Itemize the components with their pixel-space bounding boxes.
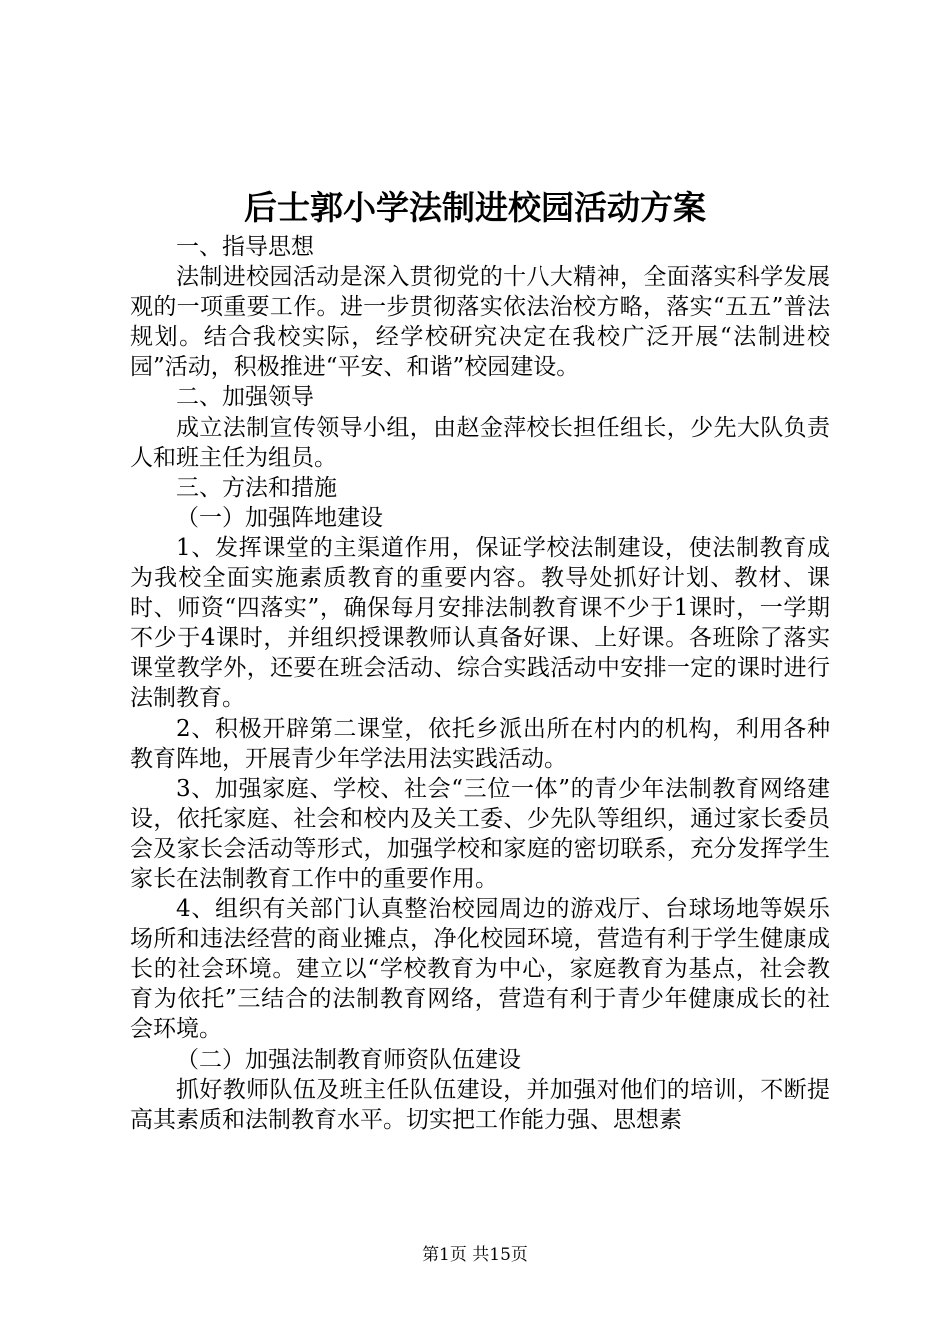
heading-leadership: 二、加强领导 xyxy=(176,384,314,411)
paragraph-teacher-building: 抓好教师队伍及班主任队伍建设，并加强对他们的培训，不断提高其素质和法制教育水平。切实把工作能力强、思想素 xyxy=(130,1076,830,1133)
subheading-teacher-building: （二）加强法制教育师资队伍建设 xyxy=(176,1046,521,1073)
paragraph-guiding-thought: 法制进校园活动是深入贯彻党的十八大精神，全面落实科学发展观的一项重要工作。进一步贯彻落实依法治校方略，落实“五五”普法规划。结合我校实际，经学校研究决定在我校广泛开展“法制进校园”活动，积极推进“平安、和谐”校园建设。 xyxy=(130,264,830,381)
page-number-footer: 第1页 共15页 xyxy=(422,1245,528,1265)
paragraph-item-1: 1、发挥课堂的主渠道作用，保证学校法制建设，使法制教育成为我校全面实施素质教育的重要内容。教导处抓好计划、教材、课时、师资“四落实”，确保每月安排法制教育课不少于1课时，一学期不少于4课时，并组织授课教师认真备好课、上好课。各班除了落实课堂教学外，还要在班会活动、综合实践活动中安排一定的课时进行法制教育。 xyxy=(130,534,830,712)
subheading-position-building: （一）加强阵地建设 xyxy=(176,504,383,531)
paragraph-item-3: 3、加强家庭、学校、社会“三位一体”的青少年法制教育网络建设，依托家庭、社会和校内及关工委、少先队等组织，通过家长委员会及家长会活动等形式，加强学校和家庭的密切联系，充分发挥学生家长在法制教育工作中的重要作用。 xyxy=(130,775,830,892)
paragraph-item-4: 4、组织有关部门认真整治校园周边的游戏厅、台球场地等娱乐场所和违法经营的商业摊点，净化校园环境，营造有利于学生健康成长的社会环境。建立以“学校教育为中心，家庭教育为基点，社会教育为依托”三结合的法制教育网络，营造有利于青少年健康成长的社会环境。 xyxy=(130,896,830,1043)
paragraph-item-2: 2、积极开辟第二课堂，依托乡派出所在村内的机构，利用各种教育阵地，开展青少年学法用法实践活动。 xyxy=(130,715,830,772)
document-body xyxy=(130,232,830,1135)
document-title: 后士郭小学法制进校园活动方案 xyxy=(244,188,706,227)
heading-methods: 三、方法和措施 xyxy=(176,474,337,501)
paragraph-leadership: 成立法制宣传领导小组，由赵金萍校长担任组长，少先大队负责人和班主任为组员。 xyxy=(130,414,830,471)
heading-guiding-thought: 一、指导思想 xyxy=(176,234,314,260)
